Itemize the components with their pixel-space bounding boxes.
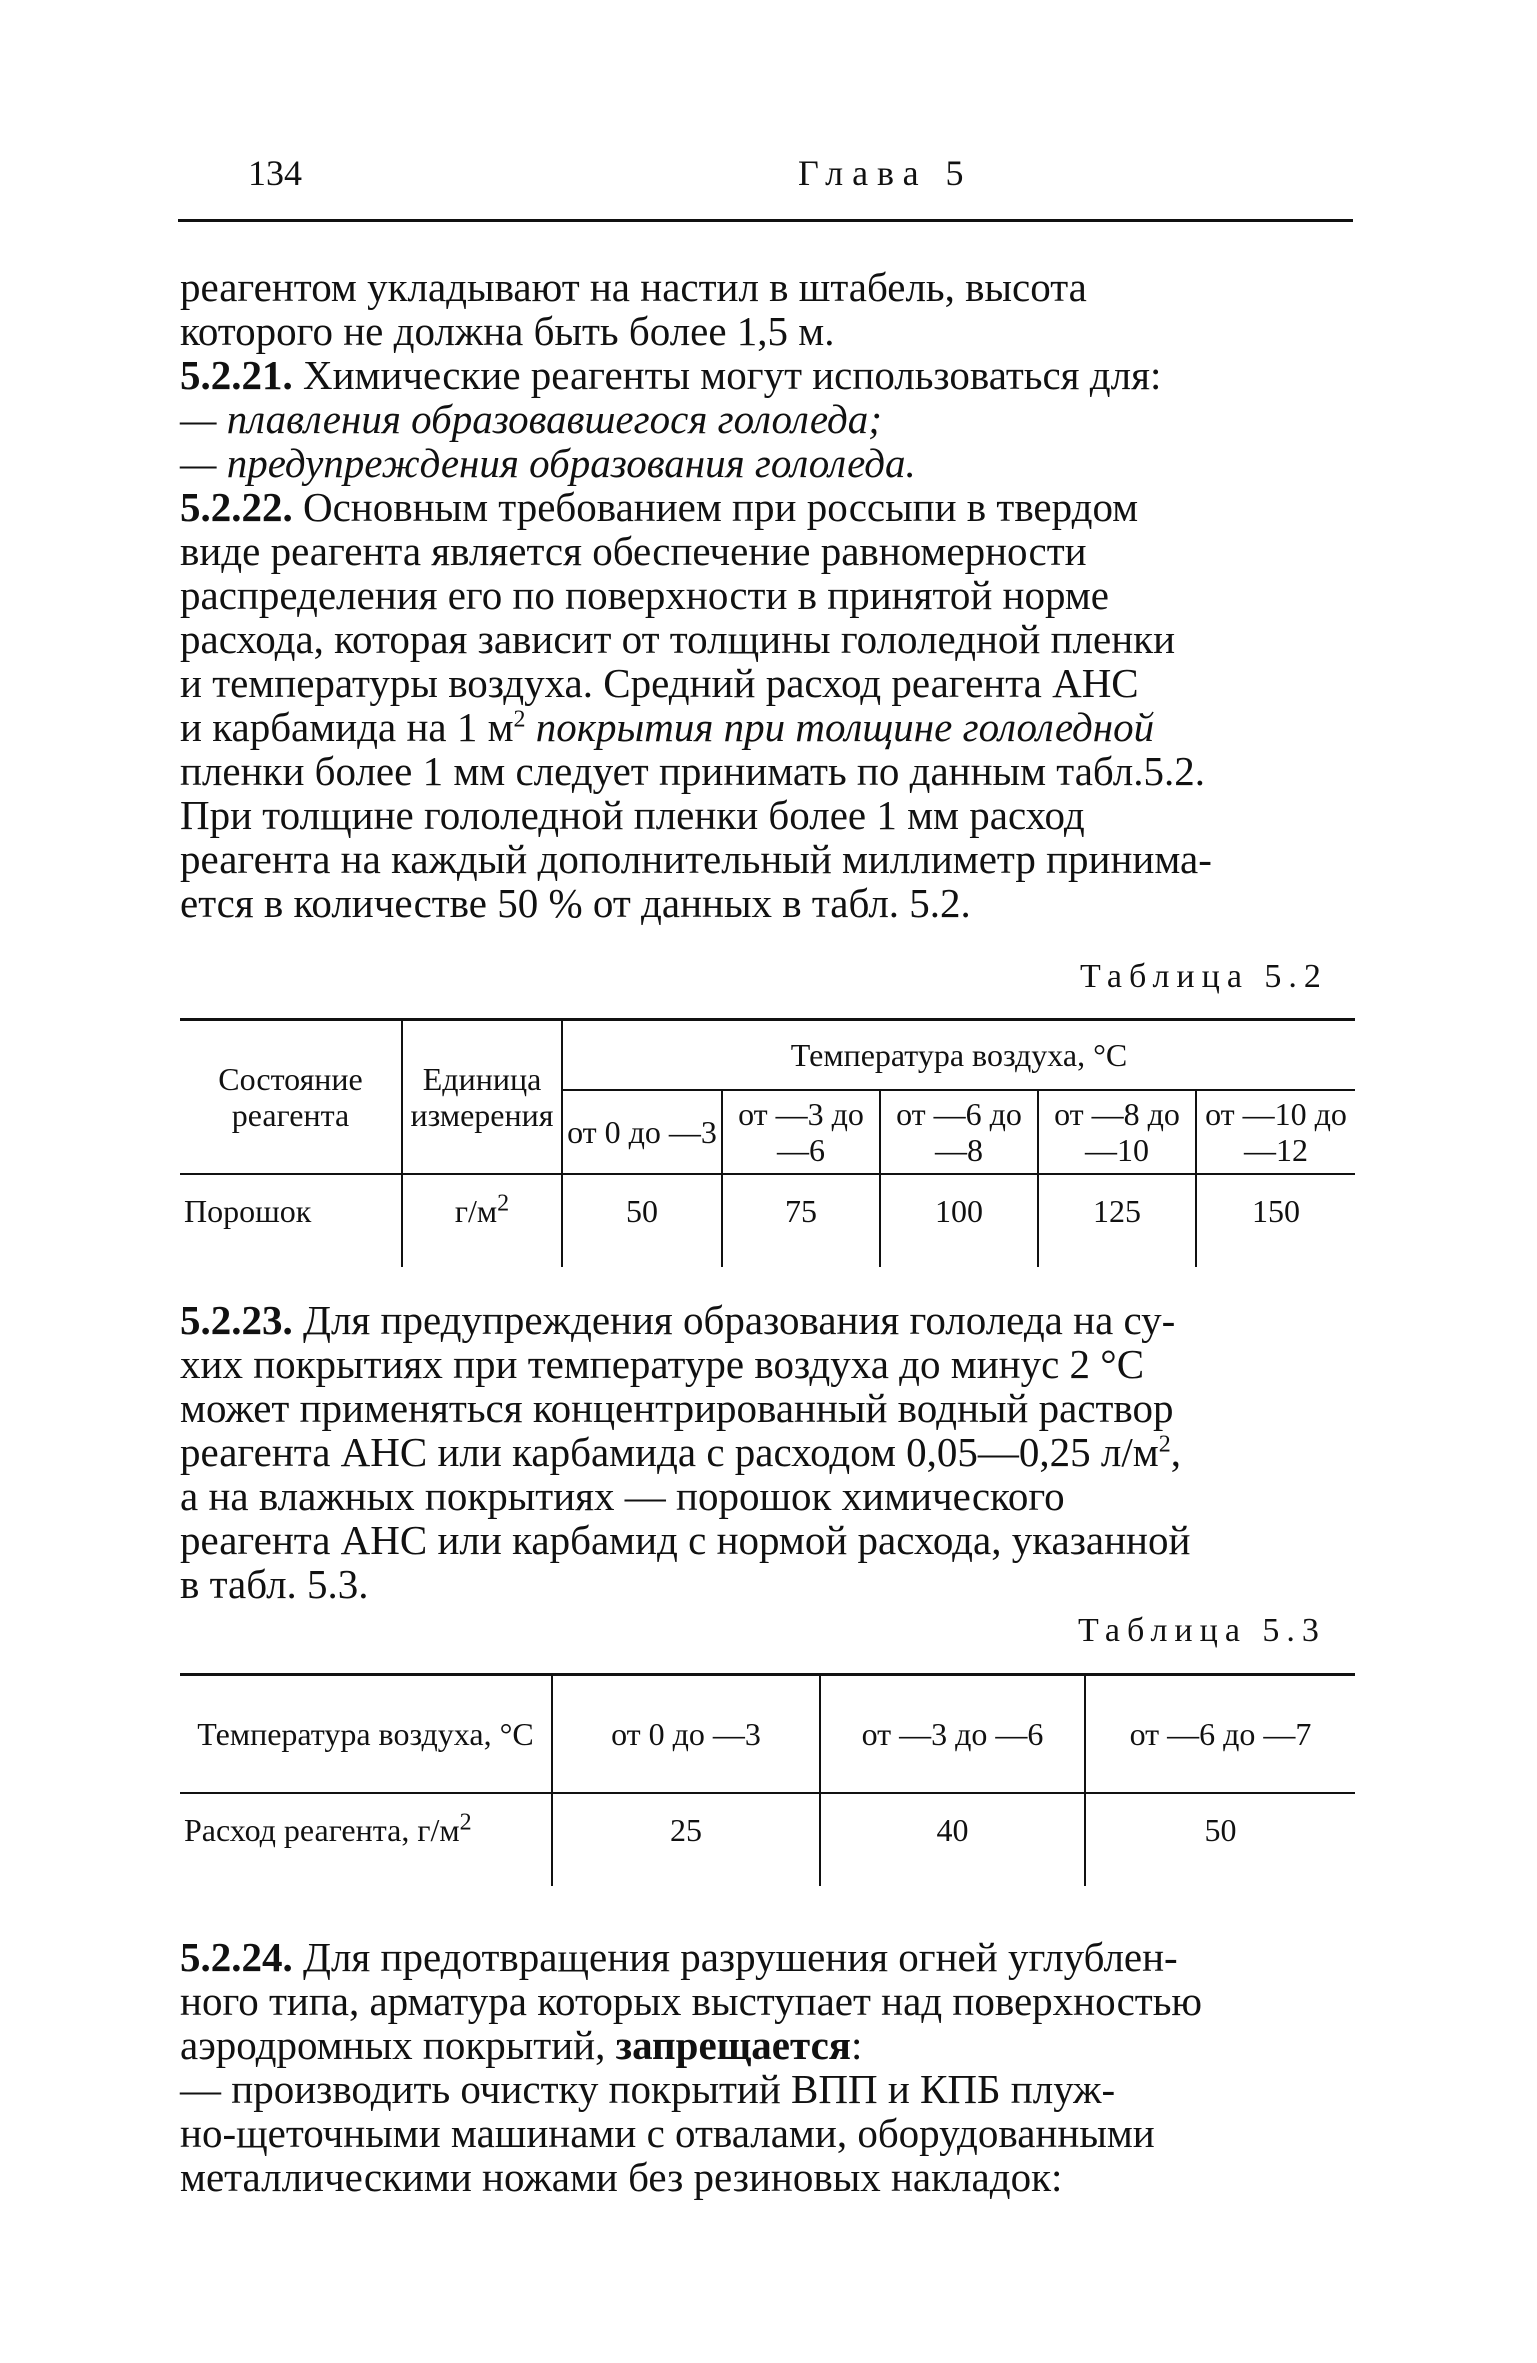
text-line: может применяться концентрированный водный раствор bbox=[180, 1385, 1174, 1431]
range-cell: от —8 до —10 bbox=[1038, 1090, 1196, 1174]
page-header bbox=[178, 150, 1353, 206]
table-5-2-caption: Таблица 5.2 bbox=[1080, 958, 1328, 995]
section-text: Для предотвращения разрушения огней углублен- bbox=[303, 1934, 1178, 1980]
value-cell: 100 bbox=[880, 1174, 1038, 1267]
section-text: Химические реагенты могут использоваться для: bbox=[303, 352, 1162, 398]
superscript: 2 bbox=[497, 1189, 510, 1216]
unit-text: г/м bbox=[454, 1192, 498, 1229]
text-line: пленки более 1 мм следует принимать по данным табл.5.2. bbox=[180, 748, 1205, 794]
value-cell: 125 bbox=[1038, 1174, 1196, 1267]
value-cell: 25 bbox=[552, 1793, 820, 1886]
page-number: 134 bbox=[248, 153, 302, 193]
superscript: 2 bbox=[459, 1808, 472, 1835]
para-continued-l1: реагентом укладывают на настил в штабель, высота bbox=[180, 264, 1087, 310]
row-unit bbox=[402, 1174, 562, 1267]
range-cell: от —3 до —6 bbox=[722, 1090, 880, 1174]
table-5-2 bbox=[180, 1018, 1355, 1267]
section-text: Для предупреждения образования гололеда на су- bbox=[303, 1297, 1176, 1343]
header-cell-temperature: Температура воздуха, °С bbox=[180, 1675, 552, 1793]
section-5-2-21 bbox=[180, 353, 1350, 397]
text-line: При толщине гололедной пленки более 1 мм расход bbox=[180, 792, 1085, 838]
text-fragment: и карбамида на 1 м bbox=[180, 704, 514, 750]
superscript: 2 bbox=[513, 706, 526, 733]
text-block-bottom bbox=[180, 1935, 1350, 2199]
text-line: ного типа, арматура которых выступает над поверхностью bbox=[180, 1978, 1203, 2024]
section-number: 5.2.24. bbox=[180, 1934, 293, 1980]
text-line: а на влажных покрытиях — порошок химического bbox=[180, 1473, 1065, 1519]
text-line: — производить очистку покрытий ВПП и КПБ плуж- bbox=[180, 2066, 1116, 2112]
text-block-middle bbox=[180, 1298, 1350, 1606]
section-5-2-22 bbox=[180, 485, 1350, 529]
header-rule bbox=[178, 219, 1353, 222]
section-number: 5.2.22. bbox=[180, 484, 293, 530]
section-5-2-24 bbox=[180, 1935, 1350, 1979]
text-fragment: аэродромных покрытий, bbox=[180, 2022, 616, 2068]
text-line: но-щеточными машинами с отвалами, оборудованными bbox=[180, 2110, 1155, 2156]
row-label: Порошок bbox=[180, 1174, 402, 1267]
header-cell-state: Состояние реагента bbox=[180, 1020, 402, 1174]
range-cell: от —10 до —12 bbox=[1196, 1090, 1355, 1174]
text-line: и температуры воздуха. Средний расход реагента АНС bbox=[180, 660, 1139, 706]
value-cell: 40 bbox=[820, 1793, 1085, 1886]
text-line: реагента на каждый дополнительный миллиметр принима- bbox=[180, 836, 1212, 882]
text-fragment: , bbox=[1170, 1429, 1181, 1475]
value-cell: 150 bbox=[1196, 1174, 1355, 1267]
list-item: — плавления образовавшегося гололеда; bbox=[180, 396, 882, 442]
superscript: 2 bbox=[1158, 1431, 1171, 1458]
text-fragment: : bbox=[850, 2022, 863, 2068]
section-text: Основным требованием при россыпи в твердом bbox=[303, 484, 1139, 530]
text-line: металлическими ножами без резиновых накладок: bbox=[180, 2154, 1063, 2200]
text-block-top bbox=[180, 265, 1350, 925]
text-line: распределения его по поверхности в принятой норме bbox=[180, 572, 1109, 618]
range-cell: от —6 до —7 bbox=[1085, 1675, 1355, 1793]
emphasis: запрещается bbox=[615, 2022, 851, 2068]
header-cell-temperature: Температура воздуха, °С bbox=[562, 1020, 1355, 1090]
para-continued-l2: которого не должна быть более 1,5 м. bbox=[180, 308, 835, 354]
text-line: реагента АНС или карбамид с нормой расхода, указанной bbox=[180, 1517, 1191, 1563]
chapter-title: Глава 5 bbox=[798, 153, 973, 193]
value-cell: 75 bbox=[722, 1174, 880, 1267]
text-line bbox=[180, 2023, 1350, 2067]
table-5-3-caption: Таблица 5.3 bbox=[1078, 1612, 1326, 1649]
list-item: — предупреждения образования гололеда. bbox=[180, 440, 916, 486]
value-cell: 50 bbox=[1085, 1793, 1355, 1886]
range-cell: от 0 до —3 bbox=[552, 1675, 820, 1793]
range-cell: от —3 до —6 bbox=[820, 1675, 1085, 1793]
text-line: хих покрытиях при температуре воздуха до минус 2 °С bbox=[180, 1341, 1145, 1387]
table-5-3 bbox=[180, 1673, 1355, 1886]
range-cell: от —6 до —8 bbox=[880, 1090, 1038, 1174]
section-number: 5.2.23. bbox=[180, 1297, 293, 1343]
text-line: в табл. 5.3. bbox=[180, 1561, 369, 1607]
text-line bbox=[180, 705, 1350, 749]
header-cell-unit: Единица измерения bbox=[402, 1020, 562, 1174]
text-line: расхода, которая зависит от толщины гололедной пленки bbox=[180, 616, 1176, 662]
text-line bbox=[180, 1430, 1350, 1474]
range-cell: от 0 до —3 bbox=[562, 1090, 722, 1174]
section-5-2-23 bbox=[180, 1298, 1350, 1342]
value-cell: 50 bbox=[562, 1174, 722, 1267]
label-text: Расход реагента, г/м bbox=[184, 1811, 460, 1848]
row-label bbox=[180, 1793, 552, 1886]
text-fragment: реагента АНС или карбамида с расходом 0,05—0,25 л/м bbox=[180, 1429, 1159, 1475]
text-fragment: покрытия при толщине гололедной bbox=[525, 704, 1155, 750]
text-line: ется в количестве 50 % от данных в табл. 5.2. bbox=[180, 880, 971, 926]
text-line: виде реагента является обеспечение равномерности bbox=[180, 528, 1087, 574]
section-number: 5.2.21. bbox=[180, 352, 293, 398]
